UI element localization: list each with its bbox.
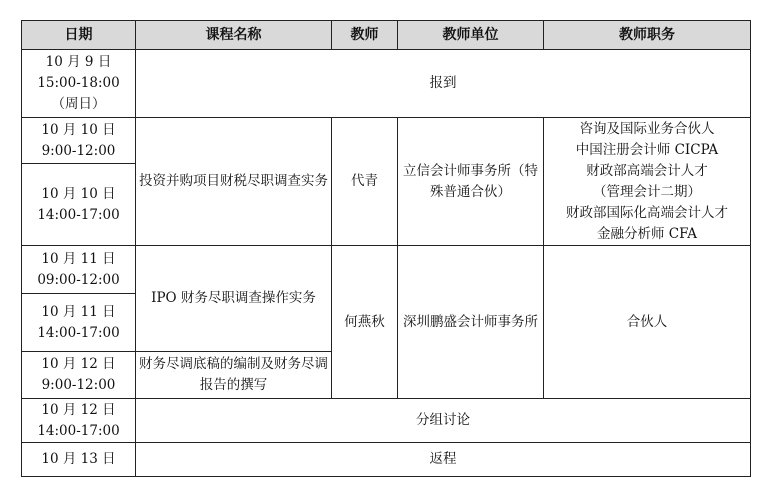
time-text: 14:00-17:00: [37, 422, 120, 439]
title-line: （管理会计二期）: [593, 183, 701, 200]
date-text: 10 月 12 日: [41, 356, 116, 372]
table-row: [22, 443, 751, 477]
time-text: 15:00-18:00: [37, 75, 120, 91]
schedule-table: [21, 20, 751, 477]
weekday-note: （周日）: [51, 96, 106, 112]
date-text: 10 月 13 日: [41, 451, 116, 467]
date-cell: [22, 399, 136, 443]
table-row: [22, 399, 751, 443]
time-text: 14:00-17:00: [37, 206, 120, 223]
teacher-titles: [544, 118, 751, 246]
date-cell: [22, 164, 136, 246]
header-teacher: 教师: [332, 21, 398, 50]
date-cell: [22, 50, 136, 118]
teacher-name: 何燕秋: [332, 246, 398, 399]
event-registration: 报到: [136, 50, 751, 118]
header-row: [22, 21, 751, 50]
date-text: 10 月 11 日: [41, 303, 116, 320]
header-date: 日期: [22, 21, 136, 50]
date-text: 10 月 11 日: [41, 250, 116, 267]
teacher-name: 代青: [332, 118, 398, 246]
teacher-unit: 立信会计师事务所（特殊普通合伙）: [398, 118, 544, 246]
date-cell: [22, 443, 136, 477]
header-course: 课程名称: [136, 21, 332, 50]
header-unit: 教师单位: [398, 21, 544, 50]
table-row: [22, 118, 751, 164]
course-name: 投资并购项目财税尽职调查实务: [136, 118, 332, 246]
event-discussion: 分组讨论: [136, 399, 751, 443]
date-cell: [22, 352, 136, 399]
time-text: 9:00-12:00: [41, 142, 116, 159]
date-cell: [22, 294, 136, 352]
title-line: 金融分析师 CFA: [596, 225, 698, 242]
date-text: 10 月 10 日: [41, 185, 116, 202]
date-text: 10 月 12 日: [41, 401, 116, 418]
date-text: 10 月 9 日: [45, 54, 112, 70]
title-line: 财政部高端会计人才: [586, 162, 708, 179]
teacher-title: 合伙人: [544, 246, 751, 399]
title-line: 中国注册会计师 CICPA: [575, 141, 719, 158]
event-return: 返程: [136, 443, 751, 477]
table-row: [22, 50, 751, 118]
time-text: 14:00-17:00: [37, 324, 120, 341]
course-name: IPO 财务尽职调查操作实务: [136, 246, 332, 352]
date-text: 10 月 10 日: [41, 121, 116, 138]
date-cell: [22, 118, 136, 164]
course-name: 财务尽调底稿的编制及财务尽调报告的撰写: [136, 352, 332, 399]
teacher-unit: 深圳鹏盛会计师事务所: [398, 246, 544, 399]
time-text: 9:00-12:00: [41, 377, 116, 393]
time-text: 09:00-12:00: [37, 271, 120, 288]
header-title: 教师职务: [544, 21, 751, 50]
table-row: [22, 246, 751, 294]
title-line: 咨询及国际业务合伙人: [579, 120, 715, 137]
title-line: 财政部国际化高端会计人才: [566, 204, 728, 221]
date-cell: [22, 246, 136, 294]
